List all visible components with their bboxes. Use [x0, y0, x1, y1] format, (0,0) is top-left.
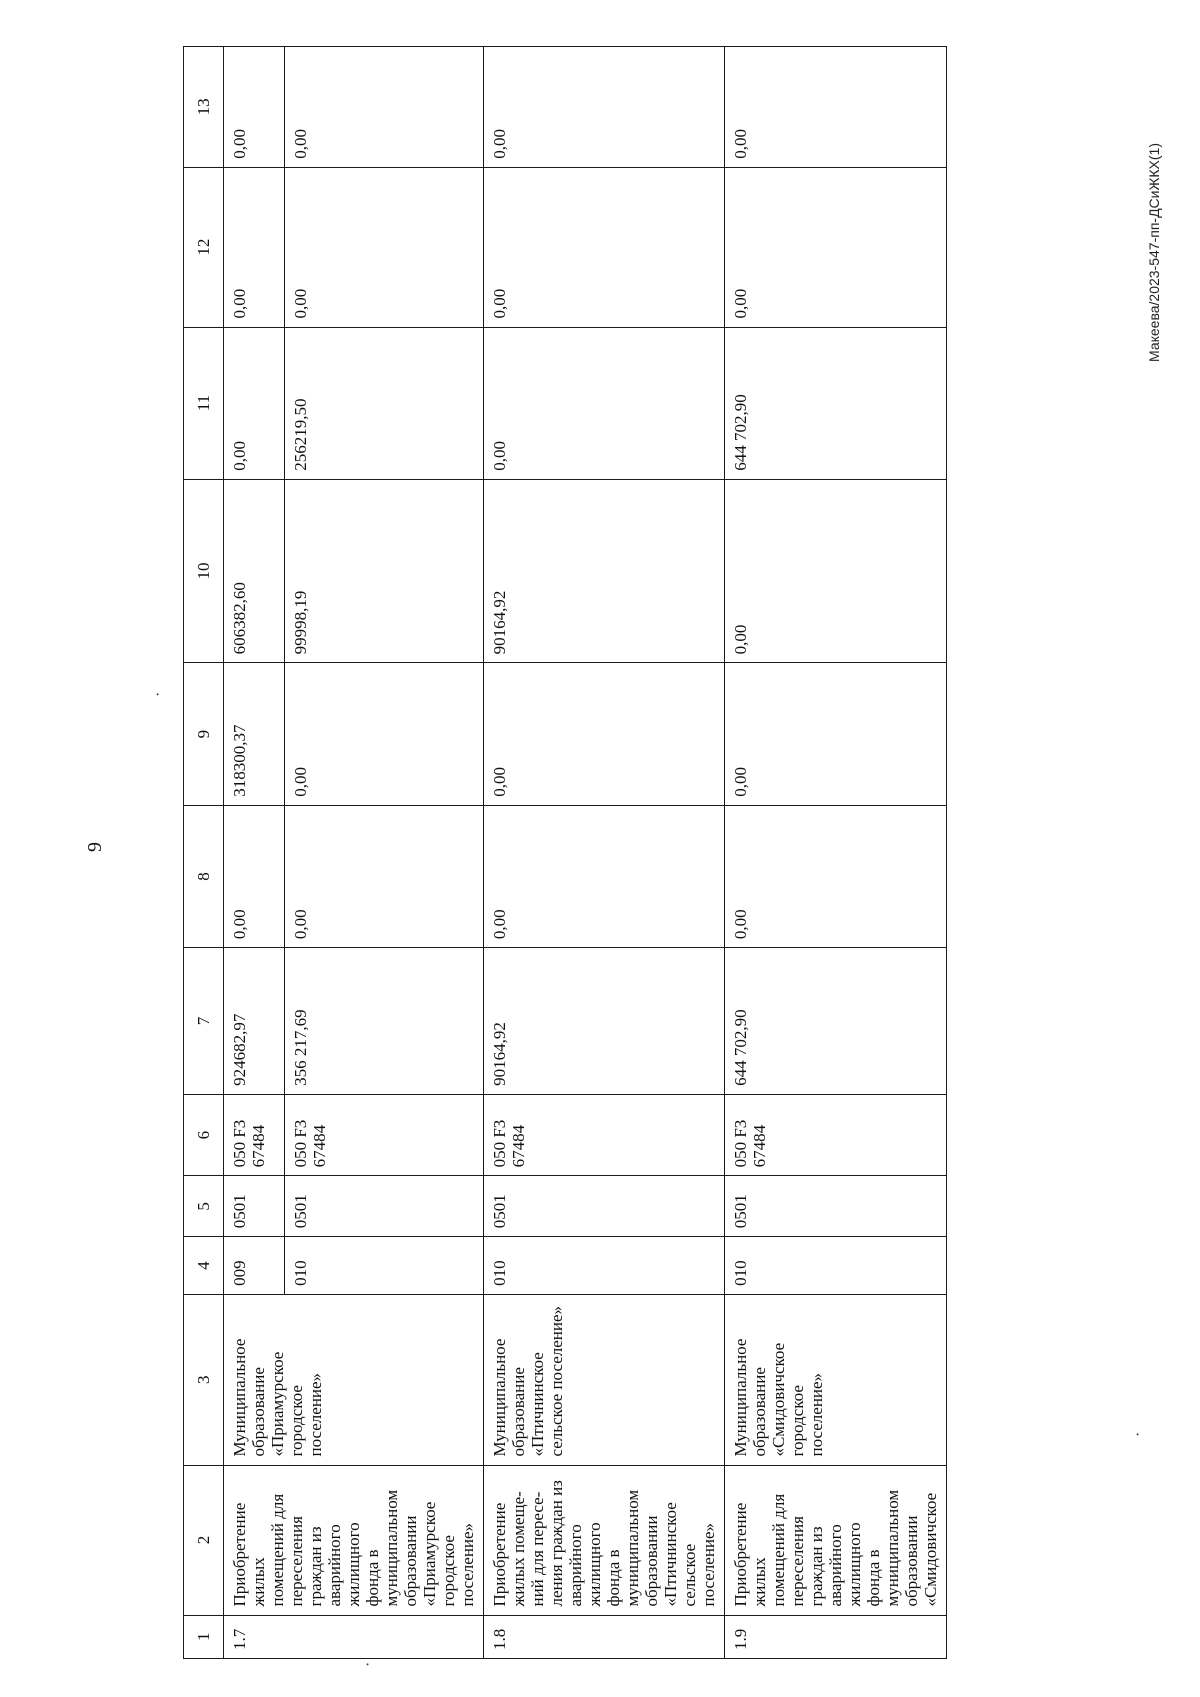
code-cell: 0501 [484, 1176, 725, 1237]
header-cell: 4 [184, 1237, 224, 1295]
activity-cell: Приобретение жилых помещений для переселения граждан из аварийного жилищного фонда в муниципальном образовании «Смидовичское [725, 1465, 947, 1615]
scan-speck: · [150, 691, 167, 697]
amount-cell: 0,00 [725, 479, 947, 663]
amount-cell: 0,00 [284, 47, 483, 168]
amount-cell: 0,00 [484, 663, 725, 805]
amount-cell: 0,00 [484, 327, 725, 479]
header-cell: 13 [184, 47, 224, 168]
header-cell: 2 [184, 1465, 224, 1615]
amount-cell: 0,00 [224, 805, 285, 947]
amount-cell: 0,00 [284, 663, 483, 805]
amount-cell: 0,00 [725, 663, 947, 805]
code-cell: 050 F3 67484 [484, 1094, 725, 1176]
amount-cell: 0,00 [725, 805, 947, 947]
amount-cell: 0,00 [224, 167, 285, 327]
budget-table [183, 46, 947, 1659]
row-number: 1.9 [725, 1615, 947, 1658]
code-cell: 050 F3 67484 [284, 1094, 483, 1176]
activity-cell: Приобретение жилых помещений для переселения граждан из аварийного жилищного фонда в муниципальном образовании «Приамурское городское поселение» [224, 1465, 484, 1615]
executor-cell: Муниципальное образование «Смидовичское городское поселение» [725, 1294, 947, 1465]
amount-cell: 90164,92 [484, 948, 725, 1095]
header-cell: 11 [184, 327, 224, 479]
header-row [184, 47, 224, 1659]
amount-cell: 0,00 [725, 167, 947, 327]
amount-cell: 644 702,90 [725, 948, 947, 1095]
table-row [725, 47, 947, 1659]
header-cell: 12 [184, 167, 224, 327]
amount-cell: 318300,37 [224, 663, 285, 805]
code-cell: 0501 [284, 1176, 483, 1237]
header-cell: 8 [184, 805, 224, 947]
activity-cell: Приобретение жилых помеще-ний для пересе-ления граждан из аварийного жилищного фонда в муниципальном образовании «Птичнинское сельское поселение» [484, 1465, 725, 1615]
header-cell: 7 [184, 948, 224, 1095]
executor-cell: Муниципальное образование «Птичнинское сельское поселение» [484, 1294, 725, 1465]
table-row [484, 47, 725, 1659]
amount-cell: 0,00 [484, 167, 725, 327]
page-number: 9 [84, 842, 106, 852]
table-row [224, 47, 285, 1659]
amount-cell: 256219,50 [284, 327, 483, 479]
code-cell: 010 [284, 1237, 483, 1295]
amount-cell: 90164,92 [484, 479, 725, 663]
code-cell: 0501 [725, 1176, 947, 1237]
amount-cell: 0,00 [284, 167, 483, 327]
code-cell: 050 F3 67484 [725, 1094, 947, 1176]
amount-cell: 0,00 [284, 805, 483, 947]
executor-cell: Муниципальное образование «Приамурское городское поселение» [224, 1294, 484, 1465]
header-cell: 3 [184, 1294, 224, 1465]
code-cell: 010 [484, 1237, 725, 1295]
code-cell: 009 [224, 1237, 285, 1295]
amount-cell: 0,00 [224, 327, 285, 479]
amount-cell: 0,00 [224, 47, 285, 168]
header-cell: 10 [184, 479, 224, 663]
code-cell: 0501 [224, 1176, 285, 1237]
amount-cell: 644 702,90 [725, 327, 947, 479]
header-cell: 9 [184, 663, 224, 805]
amount-cell: 0,00 [725, 47, 947, 168]
amount-cell: 924682,97 [224, 948, 285, 1095]
code-cell: 010 [725, 1237, 947, 1295]
row-number: 1.7 [224, 1615, 484, 1658]
amount-cell: 356 217,69 [284, 948, 483, 1095]
header-cell: 5 [184, 1176, 224, 1237]
amount-cell: 0,00 [484, 47, 725, 168]
header-cell: 6 [184, 1094, 224, 1176]
row-number: 1.8 [484, 1615, 725, 1658]
scan-speck: · [1130, 1431, 1147, 1437]
amount-cell: 606382,60 [224, 479, 285, 663]
code-cell: 050 F3 67484 [224, 1094, 285, 1176]
document-code: Макеева/2023-547-пп-ДСиЖКХ(1) [1146, 142, 1162, 362]
scan-speck: · [360, 1661, 377, 1667]
amount-cell: 99998,19 [284, 479, 483, 663]
amount-cell: 0,00 [484, 805, 725, 947]
header-cell: 1 [184, 1615, 224, 1658]
